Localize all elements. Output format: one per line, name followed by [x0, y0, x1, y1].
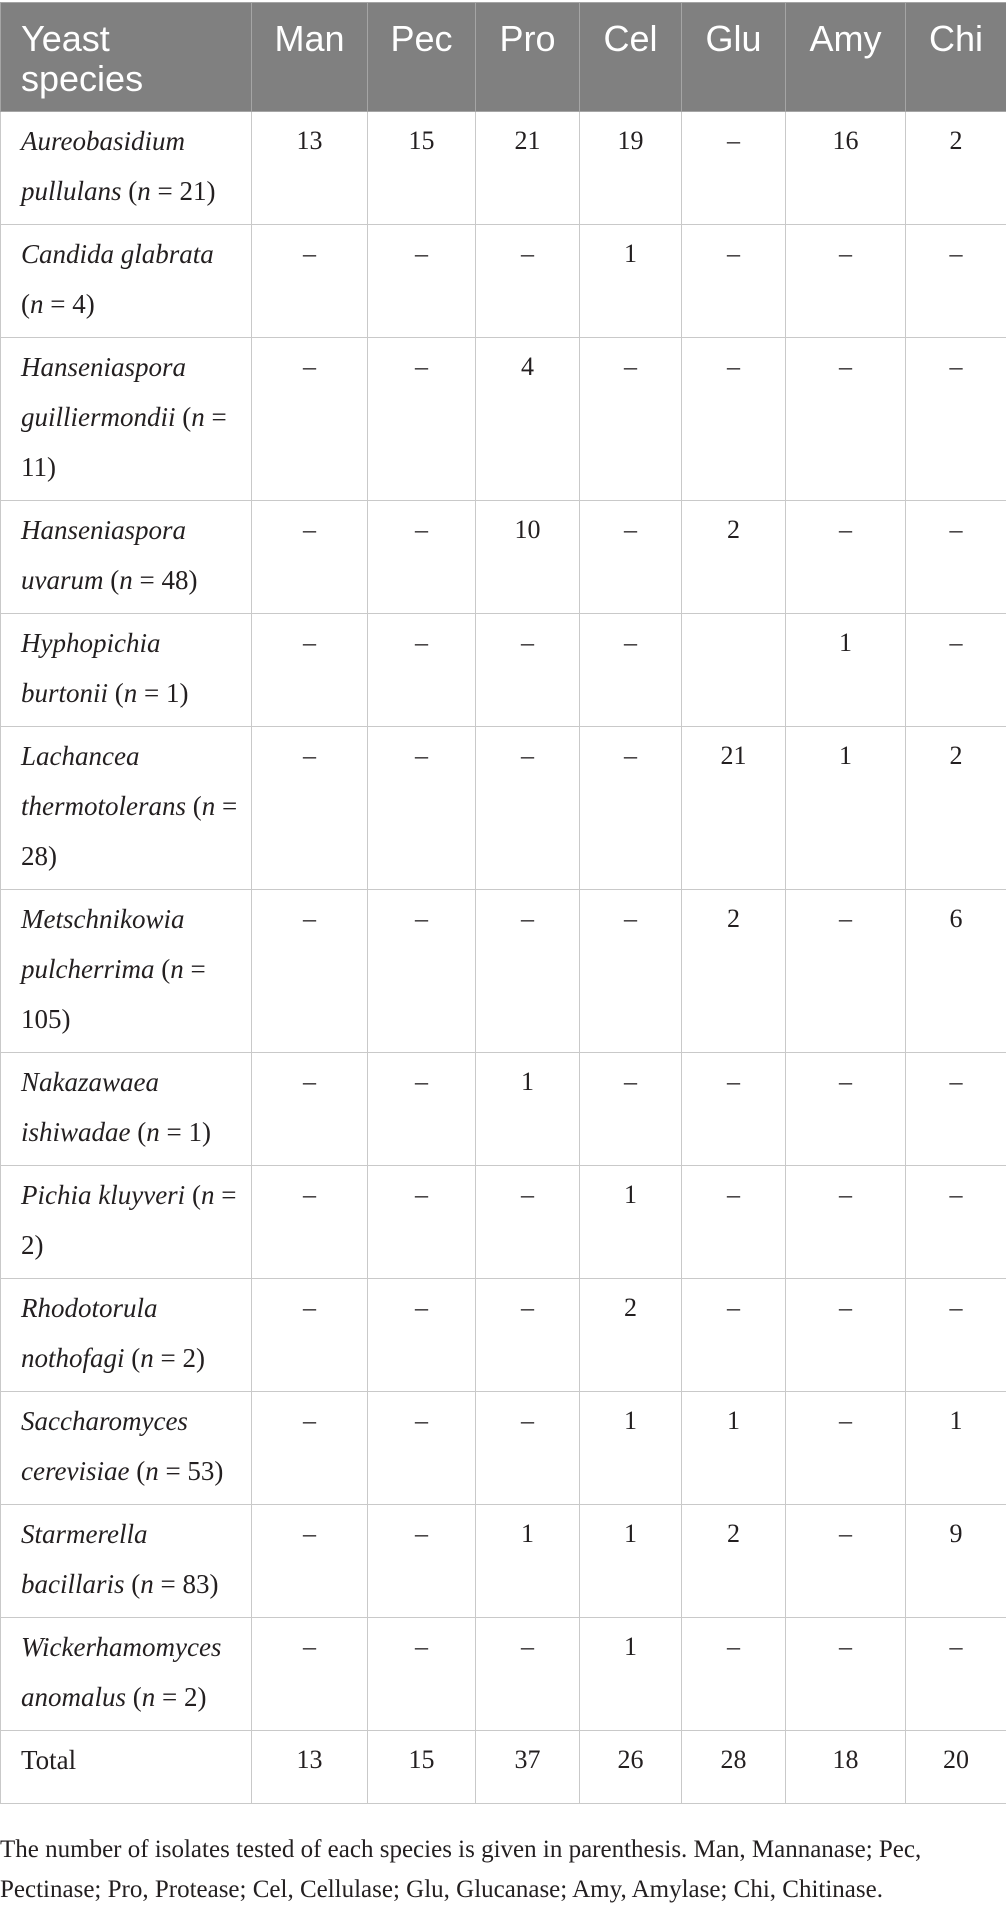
isolate-count: (n = 2) — [131, 1343, 205, 1373]
value-cell-man: – — [252, 338, 368, 501]
species-cell — [1, 501, 252, 614]
species-cell — [1, 225, 252, 338]
total-cell-amy: 18 — [786, 1731, 906, 1804]
value-cell-chi: – — [906, 338, 1006, 501]
value-cell-pec: – — [368, 1505, 476, 1618]
value-cell-glu: – — [682, 1166, 786, 1279]
value-cell-pro: 1 — [476, 1053, 580, 1166]
header-row — [1, 3, 1006, 112]
value-cell-pro: – — [476, 1166, 580, 1279]
value-cell-glu: – — [682, 112, 786, 225]
isolate-count: (n = 4) — [21, 289, 95, 319]
value-cell-pro: 4 — [476, 338, 580, 501]
value-cell-pec: – — [368, 225, 476, 338]
isolate-count: (n = 53) — [136, 1456, 224, 1486]
genus-name: Hanseniaspora — [21, 515, 187, 545]
value-cell-man: – — [252, 1618, 368, 1731]
genus-name: Hanseniaspora — [21, 352, 187, 382]
value-cell-chi: 2 — [906, 112, 1006, 225]
species-cell — [1, 1505, 252, 1618]
value-cell-pec: – — [368, 890, 476, 1053]
value-cell-man: – — [252, 1392, 368, 1505]
value-cell-amy: 16 — [786, 112, 906, 225]
value-cell-chi: – — [906, 501, 1006, 614]
value-cell-glu: 21 — [682, 727, 786, 890]
species-name: uvarum — [21, 565, 104, 595]
value-cell-pro: – — [476, 1392, 580, 1505]
species-cell — [1, 338, 252, 501]
table-row — [1, 727, 1006, 890]
value-cell-chi: – — [906, 614, 1006, 727]
genus-name: Lachancea — [21, 741, 140, 771]
species-name: anomalus — [21, 1682, 127, 1712]
value-cell-cel: 1 — [580, 225, 682, 338]
value-cell-pro: 1 — [476, 1505, 580, 1618]
genus-name: Metschnikowia — [21, 904, 185, 934]
value-cell-glu: – — [682, 225, 786, 338]
value-cell-amy: – — [786, 225, 906, 338]
table-row — [1, 890, 1006, 1053]
species-cell — [1, 1166, 252, 1279]
value-cell-pec: – — [368, 501, 476, 614]
value-cell-cel: 2 — [580, 1279, 682, 1392]
value-cell-man: – — [252, 1053, 368, 1166]
column-header-species: Yeast species — [1, 3, 252, 112]
value-cell-cel: 19 — [580, 112, 682, 225]
value-cell-glu: – — [682, 1279, 786, 1392]
species-name: thermotolerans — [21, 791, 186, 821]
isolate-count: (n = 11) — [21, 402, 227, 482]
value-cell-man: 13 — [252, 112, 368, 225]
species-name: glabrata — [120, 239, 214, 269]
table-row — [1, 1279, 1006, 1392]
species-name: pullulans — [21, 176, 122, 206]
column-header-cel: Cel — [580, 3, 682, 112]
column-header-glu: Glu — [682, 3, 786, 112]
isolate-count: (n = 2) — [21, 1180, 237, 1260]
isolate-count: (n = 2) — [132, 1682, 207, 1712]
table-row — [1, 1505, 1006, 1618]
value-cell-cel: 1 — [580, 1505, 682, 1618]
value-cell-chi: – — [906, 1166, 1006, 1279]
value-cell-man: – — [252, 501, 368, 614]
genus-name: Aureobasidium — [21, 126, 185, 156]
value-cell-cel: 1 — [580, 1618, 682, 1731]
value-cell-man: – — [252, 1279, 368, 1392]
species-name: kluyveri — [98, 1180, 186, 1210]
genus-name: Hyphopichia — [21, 628, 161, 658]
value-cell-chi: 6 — [906, 890, 1006, 1053]
table-row — [1, 614, 1006, 727]
value-cell-cel: – — [580, 501, 682, 614]
species-name: burtonii — [21, 678, 109, 708]
value-cell-pro: – — [476, 727, 580, 890]
value-cell-amy: – — [786, 338, 906, 501]
value-cell-chi: 9 — [906, 1505, 1006, 1618]
value-cell-chi: – — [906, 225, 1006, 338]
value-cell-glu: 2 — [682, 1505, 786, 1618]
total-cell-cel: 26 — [580, 1731, 682, 1804]
value-cell-amy: – — [786, 1392, 906, 1505]
genus-name: Wickerhamomyces — [21, 1632, 222, 1662]
value-cell-man: – — [252, 1505, 368, 1618]
species-cell — [1, 890, 252, 1053]
value-cell-pro: 21 — [476, 112, 580, 225]
species-name: cerevisiae — [21, 1456, 130, 1486]
genus-name: Nakazawaea — [21, 1067, 159, 1097]
value-cell-pro: – — [476, 614, 580, 727]
species-name: bacillaris — [21, 1569, 125, 1599]
value-cell-chi: – — [906, 1053, 1006, 1166]
value-cell-chi: – — [906, 1618, 1006, 1731]
genus-name: Saccharomyces — [21, 1406, 188, 1436]
value-cell-glu: – — [682, 338, 786, 501]
value-cell-pro: 10 — [476, 501, 580, 614]
genus-name: Starmerella — [21, 1519, 148, 1549]
value-cell-cel: 1 — [580, 1392, 682, 1505]
isolate-count: (n = 48) — [110, 565, 198, 595]
value-cell-pec: – — [368, 338, 476, 501]
species-name: ishiwadae — [21, 1117, 131, 1147]
species-cell — [1, 727, 252, 890]
value-cell-man: – — [252, 1166, 368, 1279]
total-cell-pec: 15 — [368, 1731, 476, 1804]
value-cell-cel: – — [580, 338, 682, 501]
total-label: Total — [1, 1731, 252, 1804]
total-cell-glu: 28 — [682, 1731, 786, 1804]
column-header-pro: Pro — [476, 3, 580, 112]
value-cell-cel: – — [580, 727, 682, 890]
value-cell-pro: – — [476, 225, 580, 338]
column-header-amy: Amy — [786, 3, 906, 112]
species-cell — [1, 1053, 252, 1166]
value-cell-glu: – — [682, 1618, 786, 1731]
value-cell-pec: – — [368, 1053, 476, 1166]
value-cell-amy: – — [786, 890, 906, 1053]
value-cell-glu — [682, 614, 786, 727]
column-header-chi: Chi — [906, 3, 1006, 112]
value-cell-pec: – — [368, 1279, 476, 1392]
value-cell-amy: 1 — [786, 727, 906, 890]
column-header-pec: Pec — [368, 3, 476, 112]
isolate-count: (n = 21) — [128, 176, 216, 206]
isolate-count: (n = 1) — [114, 678, 189, 708]
genus-name: Pichia — [21, 1180, 92, 1210]
value-cell-pro: – — [476, 1618, 580, 1731]
value-cell-cel: 1 — [580, 1166, 682, 1279]
species-cell — [1, 112, 252, 225]
table-row — [1, 501, 1006, 614]
value-cell-man: – — [252, 225, 368, 338]
species-cell — [1, 614, 252, 727]
genus-name: Candida — [21, 239, 115, 269]
value-cell-amy: – — [786, 1505, 906, 1618]
species-name: nothofagi — [21, 1343, 125, 1373]
value-cell-cel: – — [580, 614, 682, 727]
species-cell — [1, 1279, 252, 1392]
value-cell-cel: – — [580, 890, 682, 1053]
value-cell-pec: 15 — [368, 112, 476, 225]
table-row — [1, 1392, 1006, 1505]
value-cell-man: – — [252, 890, 368, 1053]
species-cell — [1, 1618, 252, 1731]
value-cell-glu: 1 — [682, 1392, 786, 1505]
table-row — [1, 112, 1006, 225]
value-cell-amy: – — [786, 1166, 906, 1279]
isolate-count: (n = 28) — [21, 791, 238, 871]
total-cell-man: 13 — [252, 1731, 368, 1804]
value-cell-man: – — [252, 727, 368, 890]
species-name: pulcherrima — [21, 954, 155, 984]
value-cell-pro: – — [476, 1279, 580, 1392]
value-cell-amy: – — [786, 501, 906, 614]
species-cell — [1, 1392, 252, 1505]
species-name: guilliermondii — [21, 402, 176, 432]
table-row — [1, 1053, 1006, 1166]
value-cell-pro: – — [476, 890, 580, 1053]
value-cell-chi: 1 — [906, 1392, 1006, 1505]
total-cell-chi: 20 — [906, 1731, 1006, 1804]
value-cell-chi: – — [906, 1279, 1006, 1392]
value-cell-cel: – — [580, 1053, 682, 1166]
table-row — [1, 1166, 1006, 1279]
total-row — [1, 1731, 1006, 1804]
table-row — [1, 1618, 1006, 1731]
enzyme-activity-table — [0, 2, 1006, 1804]
isolate-count: (n = 1) — [137, 1117, 211, 1147]
isolate-count: (n = 105) — [21, 954, 206, 1034]
value-cell-pec: – — [368, 727, 476, 890]
value-cell-glu: 2 — [682, 501, 786, 614]
value-cell-amy: 1 — [786, 614, 906, 727]
value-cell-amy: – — [786, 1618, 906, 1731]
value-cell-pec: – — [368, 614, 476, 727]
table-footnote: The number of isolates tested of each species is given in parenthesis. Man, Mannanase; Pec, Pectinase; Pro, Protease; Cel, Cellulase; Glu, Glucanase; Amy, Amylase; Chi, Chitinase. — [0, 1836, 922, 1903]
value-cell-glu: – — [682, 1053, 786, 1166]
value-cell-pec: – — [368, 1392, 476, 1505]
total-cell-pro: 37 — [476, 1731, 580, 1804]
value-cell-pec: – — [368, 1166, 476, 1279]
table-row — [1, 225, 1006, 338]
column-header-man: Man — [252, 3, 368, 112]
table-row — [1, 338, 1006, 501]
isolate-count: (n = 83) — [131, 1569, 219, 1599]
value-cell-pec: – — [368, 1618, 476, 1731]
value-cell-amy: – — [786, 1053, 906, 1166]
value-cell-chi: 2 — [906, 727, 1006, 890]
value-cell-man: – — [252, 614, 368, 727]
genus-name: Rhodotorula — [21, 1293, 158, 1323]
table-body — [1, 112, 1006, 1804]
value-cell-glu: 2 — [682, 890, 786, 1053]
value-cell-amy: – — [786, 1279, 906, 1392]
